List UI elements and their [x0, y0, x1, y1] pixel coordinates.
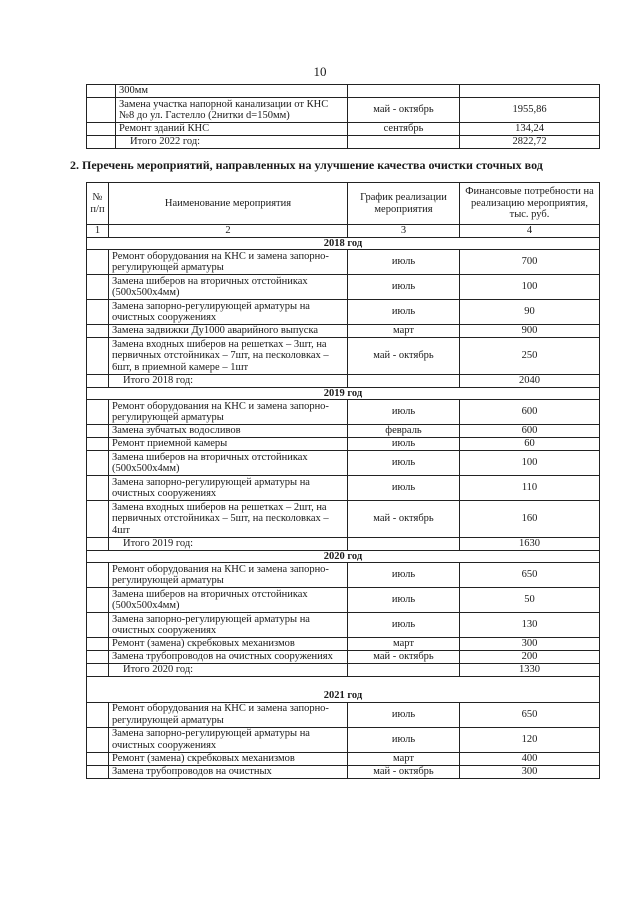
measure-amount: 60 — [460, 438, 600, 451]
measure-name: Ремонт (замена) скребковых механизмов — [109, 752, 348, 765]
row-number — [87, 85, 116, 98]
year-title: 2021 год — [87, 676, 600, 702]
measure-name: Замена запорно-регулирующей арматуры на очистных сооружениях — [109, 300, 348, 325]
row-number — [87, 300, 109, 325]
measure-name: Замена запорно-регулирующей арматуры на очистных сооружениях — [109, 476, 348, 501]
col-number: 1 — [87, 225, 109, 238]
table-row — [87, 588, 600, 613]
top-table — [86, 84, 600, 149]
measure-schedule: март — [348, 638, 460, 651]
row-number — [87, 438, 109, 451]
table-row — [87, 250, 600, 275]
column-numbers-row — [87, 225, 600, 238]
col-number: 3 — [348, 225, 460, 238]
measure-schedule: июль — [348, 476, 460, 501]
row-number — [87, 765, 109, 778]
total-row — [87, 538, 600, 551]
measure-schedule: февраль — [348, 425, 460, 438]
measure-name: Замена зубчатых водосливов — [109, 425, 348, 438]
row-number — [87, 250, 109, 275]
table-row — [87, 501, 600, 538]
measure-schedule: июль — [348, 563, 460, 588]
year-header-row — [87, 676, 600, 702]
measure-amount: 130 — [460, 613, 600, 638]
measure-amount: 200 — [460, 651, 600, 664]
row-number — [87, 613, 109, 638]
header-finance: Финансовые потребности на реализацию мероприятия, тыс. руб. — [460, 183, 600, 225]
measure-name: Замена задвижки Ду1000 аварийного выпуска — [109, 325, 348, 338]
measure-name: Ремонт оборудования на КНС и замена запорно-регулирующей арматуры — [109, 250, 348, 275]
measure-schedule — [348, 85, 460, 98]
measure-schedule: июль — [348, 400, 460, 425]
measure-schedule: июль — [348, 438, 460, 451]
total-schedule — [348, 136, 460, 149]
measure-name: Замена входных шиберов на решетках – 3шт, на первичных отстойниках – 7шт, на песколовках – 6шт, в приемной камере – 1шт — [109, 338, 348, 375]
row-number — [87, 638, 109, 651]
measure-name: Замена шиберов на вторичных отстойниках (500х500х4мм) — [109, 451, 348, 476]
table-row — [87, 123, 600, 136]
measure-name: 300мм — [116, 85, 348, 98]
measure-schedule: сентябрь — [348, 123, 460, 136]
total-label: Итого 2020 год: — [109, 664, 348, 677]
measure-name: Замена трубопроводов на очистных сооружениях — [109, 651, 348, 664]
total-row — [87, 375, 600, 388]
row-number — [87, 325, 109, 338]
measure-amount: 250 — [460, 338, 600, 375]
measure-amount: 90 — [460, 300, 600, 325]
table-row — [87, 98, 600, 123]
table-row — [87, 85, 600, 98]
measures-table — [86, 182, 600, 779]
total-schedule — [348, 538, 460, 551]
section-title: 2. Перечень мероприятий, направленных на улучшение качества очистки сточных вод — [70, 158, 543, 172]
table-row — [87, 300, 600, 325]
measure-schedule: июль — [348, 451, 460, 476]
table-row — [87, 275, 600, 300]
row-number — [87, 588, 109, 613]
measure-name: Ремонт приемной камеры — [109, 438, 348, 451]
row-number — [87, 136, 116, 149]
measure-amount: 110 — [460, 476, 600, 501]
measure-name: Замена участка напорной канализации от КНС №8 до ул. Гастелло (2нитки d=150мм) — [116, 98, 348, 123]
row-number — [87, 727, 109, 752]
total-label: Итого 2018 год: — [109, 375, 348, 388]
measure-schedule: июль — [348, 613, 460, 638]
row-number — [87, 338, 109, 375]
table-row — [87, 338, 600, 375]
measure-schedule: май - октябрь — [348, 98, 460, 123]
total-amount: 1630 — [460, 538, 600, 551]
measure-amount: 50 — [460, 588, 600, 613]
measure-schedule: март — [348, 325, 460, 338]
row-number — [87, 538, 109, 551]
table-row — [87, 638, 600, 651]
row-number — [87, 275, 109, 300]
measure-amount: 900 — [460, 325, 600, 338]
total-row — [87, 136, 600, 149]
total-label: Итого 2022 год: — [116, 136, 348, 149]
total-schedule — [348, 375, 460, 388]
measure-amount: 1955,86 — [460, 98, 600, 123]
table-row — [87, 765, 600, 778]
measure-name: Ремонт оборудования на КНС и замена запорно-регулирующей арматуры — [109, 563, 348, 588]
row-number — [87, 451, 109, 476]
row-number — [87, 752, 109, 765]
year-header-row — [87, 550, 600, 563]
measure-schedule: май - октябрь — [348, 651, 460, 664]
measure-name: Ремонт оборудования на КНС и замена запорно-регулирующей арматуры — [109, 702, 348, 727]
measure-amount: 100 — [460, 275, 600, 300]
row-number — [87, 651, 109, 664]
measure-schedule: июль — [348, 250, 460, 275]
header-name: Наименование мероприятия — [109, 183, 348, 225]
year-header-row — [87, 237, 600, 250]
measure-name: Замена входных шиберов на решетках – 2шт, на первичных отстойниках – 5шт, на песколовках – 4шт — [109, 501, 348, 538]
measure-schedule: июль — [348, 727, 460, 752]
measure-amount: 600 — [460, 400, 600, 425]
measure-schedule: май - октябрь — [348, 501, 460, 538]
measure-amount: 400 — [460, 752, 600, 765]
measure-name: Ремонт (замена) скребковых механизмов — [109, 638, 348, 651]
total-amount: 1330 — [460, 664, 600, 677]
total-label: Итого 2019 год: — [109, 538, 348, 551]
measure-name: Замена шиберов на вторичных отстойниках (500х500х4мм) — [109, 275, 348, 300]
year-header-row — [87, 387, 600, 400]
measure-name: Замена запорно-регулирующей арматуры на очистных сооружениях — [109, 727, 348, 752]
row-number — [87, 400, 109, 425]
row-number — [87, 702, 109, 727]
measure-name: Замена шиберов на вторичных отстойниках (500х500х4мм) — [109, 588, 348, 613]
total-row — [87, 664, 600, 677]
measure-amount: 650 — [460, 702, 600, 727]
table-row — [87, 438, 600, 451]
header-num: № п/п — [87, 183, 109, 225]
col-number: 4 — [460, 225, 600, 238]
header-schedule: График реализации мероприятия — [348, 183, 460, 225]
row-number — [87, 476, 109, 501]
table-row — [87, 727, 600, 752]
measure-amount: 300 — [460, 765, 600, 778]
measure-amount: 160 — [460, 501, 600, 538]
col-number: 2 — [109, 225, 348, 238]
total-schedule — [348, 664, 460, 677]
measure-amount: 700 — [460, 250, 600, 275]
row-number — [87, 425, 109, 438]
measure-name: Замена запорно-регулирующей арматуры на очистных сооружениях — [109, 613, 348, 638]
row-number — [87, 664, 109, 677]
table-row — [87, 400, 600, 425]
table-row — [87, 425, 600, 438]
total-amount: 2822,72 — [460, 136, 600, 149]
measure-amount: 120 — [460, 727, 600, 752]
table-row — [87, 476, 600, 501]
measure-schedule: июль — [348, 702, 460, 727]
measure-schedule: март — [348, 752, 460, 765]
measure-schedule: июль — [348, 300, 460, 325]
year-title: 2020 год — [87, 550, 600, 563]
table-row — [87, 451, 600, 476]
row-number — [87, 563, 109, 588]
measure-amount: 134,24 — [460, 123, 600, 136]
row-number — [87, 123, 116, 136]
measure-amount: 650 — [460, 563, 600, 588]
measure-amount: 600 — [460, 425, 600, 438]
measure-schedule: июль — [348, 588, 460, 613]
total-amount: 2040 — [460, 375, 600, 388]
row-number — [87, 501, 109, 538]
row-number — [87, 98, 116, 123]
measure-schedule: май - октябрь — [348, 765, 460, 778]
table-row — [87, 613, 600, 638]
measure-name: Замена трубопроводов на очистных — [109, 765, 348, 778]
table-row — [87, 702, 600, 727]
table-row — [87, 563, 600, 588]
year-title: 2019 год — [87, 387, 600, 400]
measure-amount: 300 — [460, 638, 600, 651]
measure-name: Ремонт оборудования на КНС и замена запорно-регулирующей арматуры — [109, 400, 348, 425]
measure-schedule: май - октябрь — [348, 338, 460, 375]
measure-name: Ремонт зданий КНС — [116, 123, 348, 136]
measure-amount — [460, 85, 600, 98]
measure-amount: 100 — [460, 451, 600, 476]
page-number: 10 — [313, 64, 327, 79]
measure-schedule: июль — [348, 275, 460, 300]
table-row — [87, 651, 600, 664]
table-row — [87, 325, 600, 338]
row-number — [87, 375, 109, 388]
year-title: 2018 год — [87, 237, 600, 250]
table-header-row — [87, 183, 600, 225]
table-row — [87, 752, 600, 765]
